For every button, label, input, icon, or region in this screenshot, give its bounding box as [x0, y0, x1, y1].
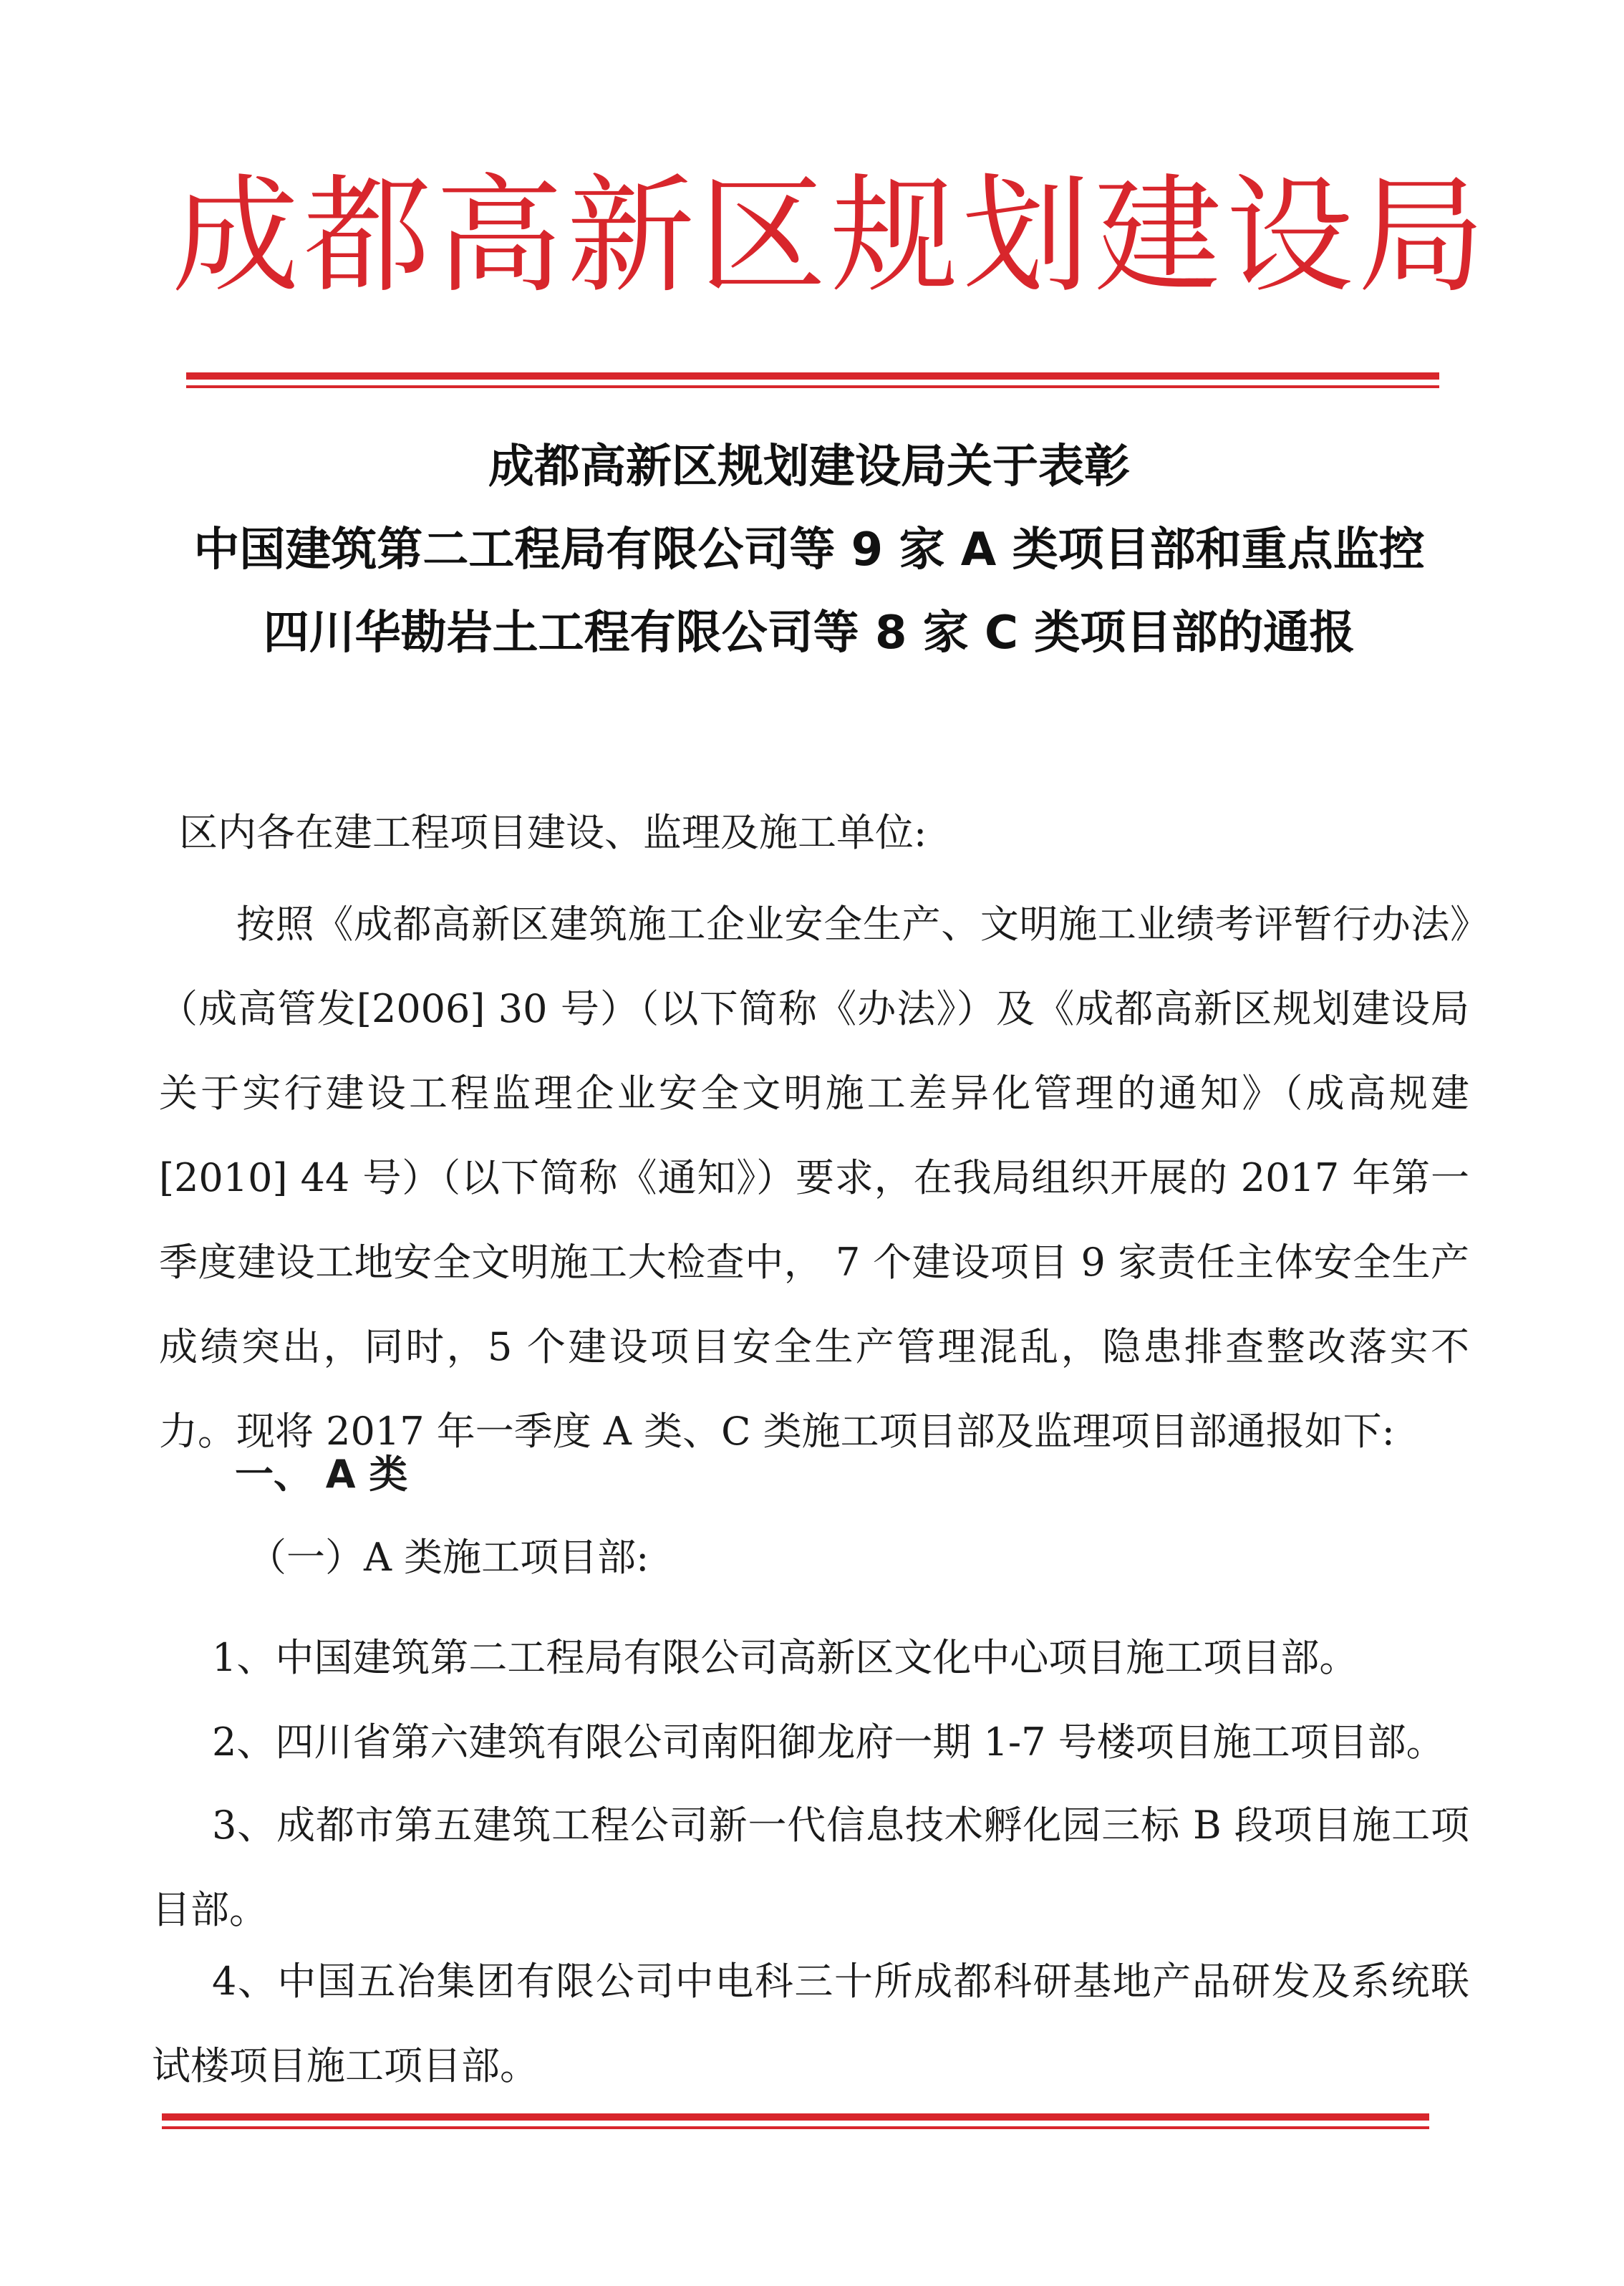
- list-item: 1、中国建筑第二工程局有限公司高新区文化中心项目施工项目部。: [212, 1635, 1358, 1680]
- list-item: 3、成都市第五建筑工程公司新一代信息技术孵化园三标 B 段项目施工项目部。: [152, 1803, 1469, 1932]
- body-paragraph: 按照《成都高新区建筑施工企业安全生产、文明施工业绩考评暂行办法》（成高管发[2006] 30 号）（以下简称《办法》）及《成都高新区规划建设局关于实行建设工程监理企业安全文明施工差异化管理的通知》（成高规建[2010] 44 号）（以下简称《通知》）要求，在我局组织开展的 2017 年第一季度建设工地安全文明施工大检查中， 7 个建设项目 9 家责任主体安全生产成绩突出，同时，5 个建设项目安全生产管理混乱，隐患排查整改落实不力。现将 2017 年一季度 A 类、C 类施工项目部及监理项目部通报如下:: [159, 902, 1469, 1454]
- document-title-line-1: 成都高新区规划建设局关于表彰: [488, 440, 1130, 493]
- letterhead-org-name: 成都高新区规划建设局: [172, 162, 1489, 310]
- footer-red-rule-thick: [162, 2113, 1429, 2121]
- document-title-line-3: 四川华勘岩土工程有限公司等 8 家 C 类项目部的通报: [263, 607, 1355, 660]
- section-heading-a: 一、 A 类: [235, 1452, 408, 1497]
- list-item: 2、四川省第六建筑有限公司南阳御龙府一期 1-7 号楼项目施工项目部。: [212, 1720, 1445, 1765]
- letterhead-red-rule-thick: [186, 372, 1439, 380]
- subsection-heading-a-construction: （一）A 类施工项目部:: [248, 1535, 649, 1580]
- salutation: 区内各在建工程项目建设、监理及施工单位:: [179, 810, 927, 855]
- letterhead-red-rule-thin: [186, 385, 1439, 388]
- footer-red-rule-thin: [162, 2126, 1429, 2129]
- list-item: 4、中国五冶集团有限公司中电科三十所成都科研基地产品研发及系统联试楼项目施工项目部。: [152, 1959, 1469, 2088]
- document-title-line-2: 中国建筑第二工程局有限公司等 9 家 A 类项目部和重点监控: [193, 524, 1425, 577]
